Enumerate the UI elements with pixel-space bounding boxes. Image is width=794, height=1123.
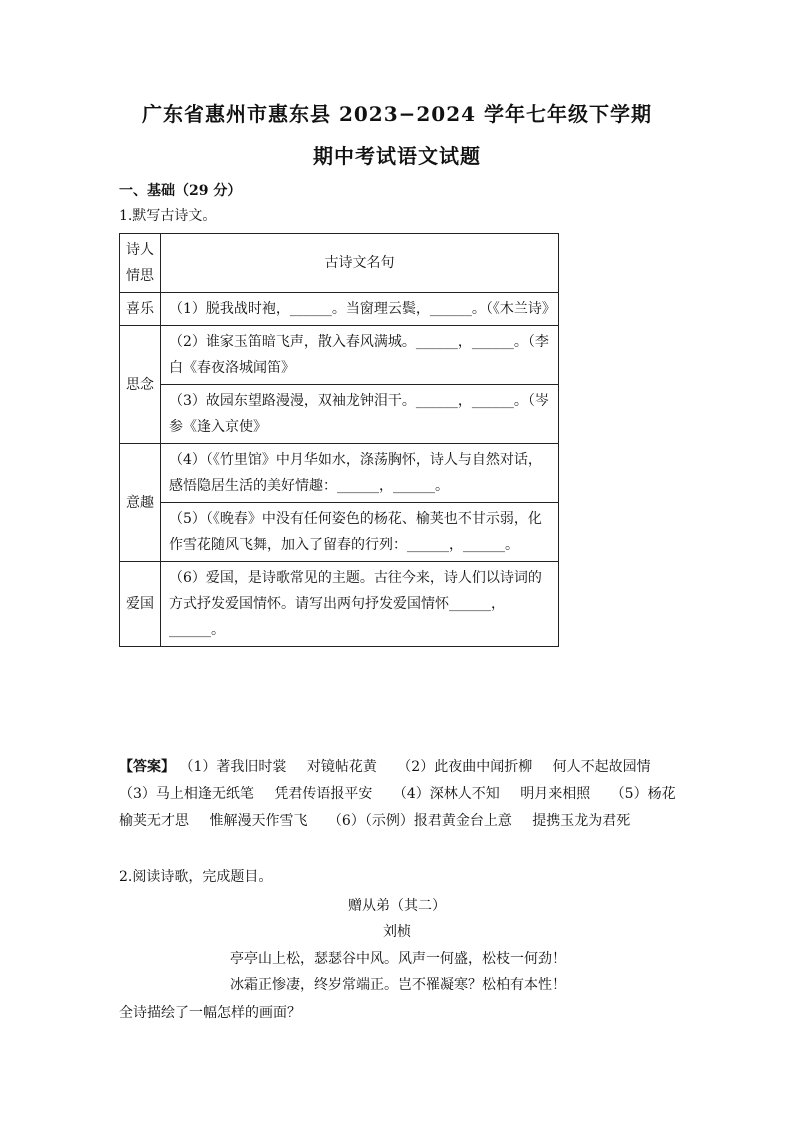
emotion-cell: 爱国 [120,562,161,647]
answer-item: （5）杨花榆荚无才思 [119,786,676,829]
poem-line: 冰霜正惨凄，终岁常端正。岂不罹凝寒？松柏有本性！ [230,977,566,993]
poem-line-cell: （4）（《竹里馆》中月华如水，涤荡胸怀，诗人与自然对话，感悟隐居生活的美好情趣：______，______。 [161,444,559,503]
emotion-cell: 意趣 [120,444,161,562]
question-2-prompt: 2.阅读诗歌，完成题目。 [119,869,273,885]
table-row [120,385,559,444]
table-header-emotion: 诗人情思 [120,234,161,293]
emotion-cell: 思念 [120,326,161,444]
poetry-recitation-table [119,233,559,647]
poem-author: 刘桢 [383,924,411,940]
poem-title: 赠从弟（其二） [348,898,446,914]
answer-item: 何人不起故园情 [552,759,651,775]
table-row [120,293,559,326]
poem-line: 亭亭山上松，瑟瑟谷中风。风声一何盛，松枝一何劲！ [230,951,566,967]
poem-line-cell: （2）谁家玉笛暗飞声，散入春风满城。______，______。（李白《春夜洛城闻笛》 [161,326,559,385]
section-heading: 一、基础（29 分） [119,183,242,199]
answer-item: （4）深林人不知 [392,786,500,802]
question-1-prompt: 1.默写古诗文。 [119,208,217,224]
table-row [120,326,559,385]
table-row [120,503,559,562]
answer-item: （2）此夜曲中闻折柳 [397,759,533,775]
answer-label: 【答案】 [119,759,175,775]
answer-item: 提携玉龙为君死 [532,813,631,829]
answer-item: 对镜帖花黄 [306,759,377,775]
answer-block [119,754,679,835]
document-title-line1: 广东省惠州市惠东县 2023−2024 学年七年级下学期 [141,102,652,126]
answer-item: （1）著我旧时裳 [179,759,287,775]
answer-item: 惟解漫天作雪飞 [209,813,308,829]
answer-item: （6）（示例）报君黄金台上意 [327,813,512,829]
answer-item: 凭君传语报平安 [274,786,373,802]
poem-line-cell: （1）脱我战时袍，______。当窗理云鬓，______。（《木兰诗》 [161,293,559,326]
document-title-line2: 期中考试语文试题 [313,144,481,168]
poem-line-cell: （3）故园东望路漫漫，双袖龙钟泪干。______，______。（岑参《逢入京使》 [161,385,559,444]
table-row [120,444,559,503]
table-row [120,562,559,647]
poem-line-cell: （6）爱国，是诗歌常见的主题。古往今来，诗人们以诗词的方式抒发爱国情怀。请写出两句抒发爱国情怀______，______。 [161,562,559,647]
answer-item: （3）马上相逢无纸笔 [119,786,254,802]
poem-line-cell: （5）（《晚春》中没有任何姿色的杨花、榆荚也不甘示弱，化作雪花随风飞舞，加入了留春的行列：______，______。 [161,503,559,562]
table-header-lines: 古诗文名句 [161,234,559,293]
answer-item: 明月来相照 [520,786,591,802]
table-header-row [120,234,559,293]
question-3-prompt: 全诗描绘了一幅怎样的画面？ [119,1005,301,1021]
emotion-cell: 喜乐 [120,293,161,326]
